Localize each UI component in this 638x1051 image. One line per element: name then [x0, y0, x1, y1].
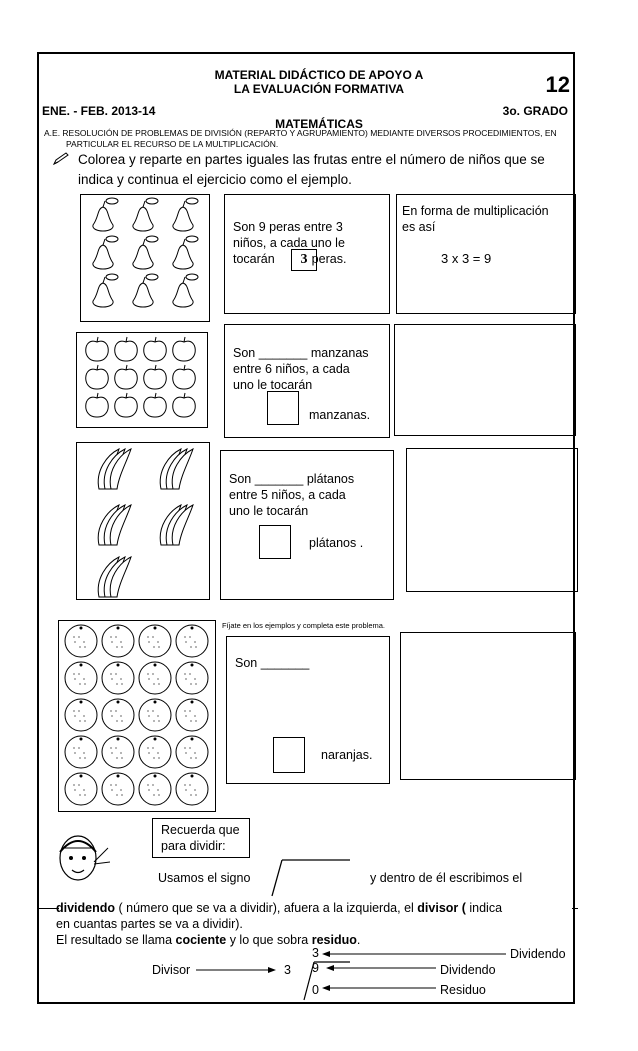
diagram-remainder: 0 — [312, 983, 319, 997]
orange-icon — [176, 625, 208, 657]
ex1-line1: Son 9 peras entre 3 — [233, 220, 343, 234]
orange-icon — [102, 699, 134, 731]
ex2-line2: entre 6 niños, a cada — [233, 362, 350, 376]
banana-bunch-icon — [160, 449, 193, 489]
pear-icon — [133, 274, 158, 307]
document-title: MATERIAL DIDÁCTICO DE APOYO A LA EVALUACIÓN FORMATIVA — [214, 68, 424, 96]
pear-icon — [133, 236, 158, 269]
exercise1-box — [224, 194, 390, 314]
mult-equation: 3 x 3 = 9 — [441, 251, 492, 266]
ex2-line1: Son _______ manzanas — [233, 346, 369, 360]
ex1-line2: niños, a cada uno le — [233, 236, 345, 250]
bubble-line2: para dividir: — [161, 839, 226, 853]
label-dividend: Dividendo — [440, 963, 496, 977]
orange-icon — [102, 625, 134, 657]
label-divisor: Divisor — [152, 963, 191, 977]
banana-bunch-icon — [98, 505, 131, 545]
ex2-answer-box[interactable] — [267, 391, 299, 425]
orange-icon — [176, 773, 208, 805]
banana-bunch-icon — [98, 449, 131, 489]
oranges-picture — [58, 620, 216, 812]
ex3-line2: entre 5 niños, a cada — [229, 488, 346, 502]
orange-icon — [139, 662, 171, 694]
learning-expectation: A.E. RESOLUCIÓN DE PROBLEMAS DE DIVISIÓN (REPARTO Y AGRUPAMIENTO) MEDIANTE DIVERSOS PROCEDIMIENTOS, EN PARTICULAR EL RECURSO DE LA MULTIPLICACIÓN. — [44, 128, 557, 149]
sign-text-b: y dentro de él escribimos el — [370, 871, 523, 885]
pears-picture — [80, 194, 210, 322]
multiplication-box — [396, 194, 576, 314]
orange-icon — [176, 699, 208, 731]
ex4-line1: Son _______ — [235, 656, 310, 670]
bananas-picture — [76, 442, 210, 600]
grade: 3o. GRADO — [502, 104, 568, 118]
ex1-answer-box — [291, 249, 317, 271]
orange-icon — [65, 625, 97, 657]
pear-icon — [173, 236, 198, 269]
diagram-dividend: 9 — [312, 961, 319, 975]
apple-icon — [173, 393, 196, 417]
exercise2-box — [224, 324, 390, 438]
orange-icon — [102, 736, 134, 768]
apple-icon — [115, 393, 138, 417]
subject: MATEMÁTICAS — [275, 117, 363, 131]
period: ENE. - FEB. 2013-14 — [42, 104, 156, 118]
orange-icon — [65, 699, 97, 731]
ex4-hint: Fíjate en los ejemplos y completa este problema. — [222, 621, 385, 630]
pear-icon — [93, 198, 118, 231]
apple-icon — [115, 365, 138, 389]
banana-bunch-icon — [160, 505, 193, 545]
apple-icon — [86, 393, 109, 417]
apple-icon — [86, 337, 109, 361]
exercise3-answer-area[interactable] — [406, 448, 578, 592]
ex2-unit: manzanas. — [309, 408, 371, 422]
orange-icon — [139, 699, 171, 731]
orange-icon — [176, 662, 208, 694]
bubble-line1: Recuerda que — [161, 823, 240, 837]
speech-bubble — [152, 818, 250, 858]
exercise3-box — [220, 450, 394, 600]
label-remainder: Residuo — [440, 983, 486, 997]
division-explanation: dividendo ( número que se va a dividir), afuera a la izquierda, el divisor ( indica en cuantas partes se va a dividir). El resultado se llama cociente y lo que sobra residuo. — [56, 901, 503, 947]
pear-icon — [133, 198, 158, 231]
orange-icon — [139, 625, 171, 657]
page-number: 12 — [545, 72, 570, 97]
orange-icon — [65, 736, 97, 768]
diagram-divisor: 3 — [284, 963, 291, 977]
sign-text-a: Usamos el signo — [158, 871, 251, 885]
apple-icon — [144, 337, 167, 361]
apple-icon — [173, 337, 196, 361]
orange-icon — [139, 773, 171, 805]
pear-icon — [93, 274, 118, 307]
instruction: Colorea y reparte en partes iguales las frutas entre el número de niños que se indica y continua el ejercicio como el ejemplo. — [78, 152, 545, 187]
apple-icon — [144, 365, 167, 389]
pear-icon — [173, 198, 198, 231]
orange-icon — [102, 662, 134, 694]
orange-icon — [176, 736, 208, 768]
banana-bunch-icon — [98, 557, 131, 597]
ex3-line1: Son _______ plátanos — [229, 472, 355, 486]
ex2-line3: uno le tocarán — [233, 378, 313, 392]
pear-icon — [173, 274, 198, 307]
ex4-unit: naranjas. — [321, 748, 373, 762]
apples-picture — [76, 332, 208, 428]
orange-icon — [102, 773, 134, 805]
orange-icon — [65, 662, 97, 694]
division-sign-icon — [268, 856, 352, 898]
mult-line1: En forma de multiplicación — [402, 204, 549, 218]
ex1-line3: tocarán — [233, 252, 275, 266]
exercise2-answer-area[interactable] — [394, 324, 576, 436]
child-face-icon — [50, 828, 110, 888]
ex4-answer-box[interactable] — [273, 737, 305, 773]
ex1-answer: 3 — [300, 252, 308, 267]
orange-icon — [65, 773, 97, 805]
ex3-answer-box[interactable] — [259, 525, 291, 559]
apple-icon — [173, 365, 196, 389]
pear-icon — [93, 236, 118, 269]
exercise4-answer-area[interactable] — [400, 632, 576, 780]
ex3-line3: uno le tocarán — [229, 504, 309, 518]
exercise4-box — [226, 636, 390, 784]
apple-icon — [86, 365, 109, 389]
mult-line2: es así — [402, 220, 436, 234]
apple-icon — [115, 337, 138, 361]
apple-icon — [144, 393, 167, 417]
ex1-unit: peras. — [311, 252, 347, 266]
diagram-quotient: 3 — [312, 946, 319, 960]
orange-icon — [139, 736, 171, 768]
ex3-unit: plátanos . — [309, 536, 364, 550]
label-quotient: Dividendo — [510, 947, 566, 961]
